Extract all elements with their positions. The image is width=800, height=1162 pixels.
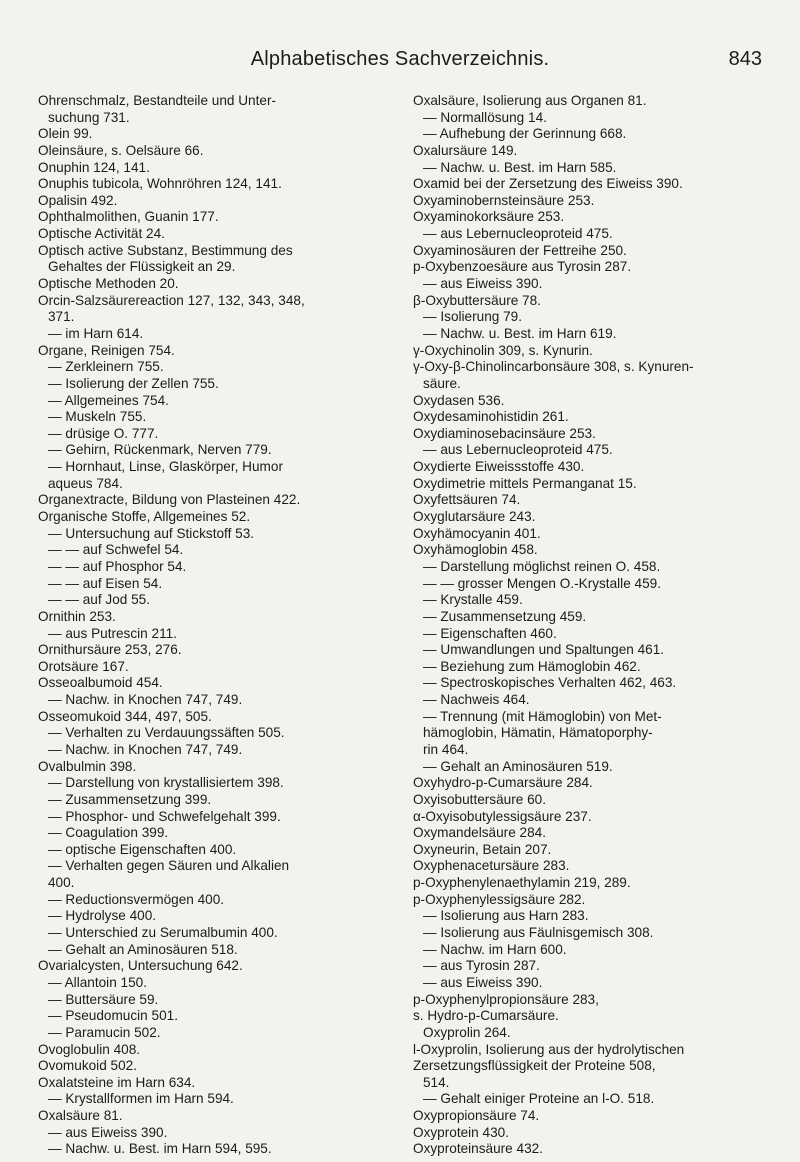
- index-entry-line: — Nachw. u. Best. im Harn 594, 595.: [48, 1141, 272, 1157]
- index-entry-line: — aus Lebernucleoproteid 475.: [423, 226, 613, 242]
- index-entry-line: — Gehalt einiger Proteine an l-O. 518.: [423, 1091, 655, 1107]
- index-entry-line: — — auf Jod 55.: [48, 592, 151, 608]
- index-column-right: [413, 93, 773, 1158]
- index-entry-line: — — grosser Mengen O.-Krystalle 459.: [423, 575, 661, 591]
- index-entry-line: Ornithin 253.: [38, 608, 116, 624]
- index-entry-line: — Krystallformen im Harn 594.: [48, 1091, 234, 1107]
- index-entry-line: — aus Tyrosin 287.: [423, 958, 540, 974]
- index-entry-line: Organische Stoffe, Allgemeines 52.: [38, 509, 251, 525]
- index-entry-line: aqueus 784.: [48, 475, 123, 491]
- index-entry-line: Optisch active Substanz, Bestimmung des: [38, 242, 293, 258]
- index-entry-line: Ornithursäure 253, 276.: [38, 642, 182, 658]
- index-entry-line: — Gehalt an Aminosäuren 518.: [48, 941, 238, 957]
- index-entry-line: Oxypropionsäure 74.: [413, 1108, 540, 1124]
- index-entry-line: Oxyneurin, Betain 207.: [413, 841, 552, 857]
- index-entry-line: Onuphin 124, 141.: [38, 159, 150, 175]
- index-entry-line: — Beziehung zum Hämoglobin 462.: [423, 658, 641, 674]
- index-entry-line: Oxyphenacetursäure 283.: [413, 858, 570, 874]
- index-entry-line: — Muskeln 755.: [48, 409, 147, 425]
- index-entry-line: — Allgemeines 754.: [48, 392, 169, 408]
- index-entry-line: rin 464.: [423, 741, 469, 757]
- index-entry-line: Oxydiaminosebacinsäure 253.: [413, 425, 596, 441]
- index-entry-line: — Reductionsvermögen 400.: [48, 891, 225, 907]
- index-entry-line: α-Oxyisobutylessigsäure 237.: [413, 808, 592, 824]
- index-entry-line: Oxyfettsäuren 74.: [413, 492, 521, 508]
- index-entry-line: suchung 731.: [48, 109, 130, 125]
- index-entry-line: Oxyisobuttersäure 60.: [413, 791, 546, 807]
- index-entry-line: Oxyglutarsäure 243.: [413, 509, 536, 525]
- index-entry-line: — Krystalle 459.: [423, 592, 523, 608]
- index-entry-line: — Isolierung der Zellen 755.: [48, 375, 219, 391]
- index-entry-line: Oxymandelsäure 284.: [413, 825, 546, 841]
- index-entry-line: Oxyaminokorksäure 253.: [413, 209, 565, 225]
- index-entry-line: Ohrenschmalz, Bestandteile und Unter-: [38, 93, 277, 108]
- index-entry-line: Ovomukoid 502.: [38, 1058, 137, 1074]
- index-entry-line: — Darstellung von krystallisiertem 398.: [48, 775, 284, 791]
- index-entry-line: — Aufhebung der Gerinnung 668.: [423, 126, 627, 142]
- index-entry-line: — Nachw. u. Best. im Harn 619.: [423, 325, 617, 341]
- index-entry-line: — Gehirn, Rückenmark, Nerven 779.: [48, 442, 272, 458]
- index-entry-line: Oleinsäure, s. Oelsäure 66.: [38, 142, 204, 158]
- index-entry-line: — Verhalten zu Verdauungssäften 505.: [48, 725, 285, 741]
- index-entry-line: Zersetzungsflüssigkeit der Proteine 508,: [413, 1058, 656, 1074]
- index-entry-line: Oxalsäure, Isolierung aus Organen 81.: [413, 93, 647, 108]
- index-entry-line: Osseomukoid 344, 497, 505.: [38, 708, 212, 724]
- index-entry-line: γ-Oxychinolin 309, s. Kynurin.: [413, 342, 593, 358]
- index-entry-line: — Isolierung aus Harn 283.: [423, 908, 589, 924]
- index-entry-line: — Nachw. in Knochen 747, 749.: [48, 692, 243, 708]
- index-entry-line: — Hydrolyse 400.: [48, 908, 157, 924]
- index-entry-line: — — auf Schwefel 54.: [48, 542, 184, 558]
- page-number: 843: [728, 48, 762, 70]
- index-entry-line: Oxydesaminohistidin 261.: [413, 409, 569, 425]
- index-entry-line: — optische Eigenschaften 400.: [48, 841, 237, 857]
- index-entry-line: — — auf Phosphor 54.: [48, 558, 187, 574]
- index-entry-line: 400.: [48, 875, 75, 891]
- index-entry-line: Oxalsäure 81.: [38, 1108, 123, 1124]
- index-entry-line: — Isolierung 79.: [423, 309, 522, 325]
- index-entry-line: — Nachw. in Knochen 747, 749.: [48, 741, 243, 757]
- index-entry-line: — Isolierung aus Fäulnisgemisch 308.: [423, 925, 654, 941]
- index-entry-line: — Hornhaut, Linse, Glaskörper, Humor: [48, 459, 283, 475]
- index-entry-line: — Unterschied zu Serumalbumin 400.: [48, 925, 278, 941]
- index-entry-line: — Buttersäure 59.: [48, 991, 159, 1007]
- index-entry-line: s. Hydro-p-Cumarsäure.: [413, 1008, 559, 1024]
- index-entry-line: — Darstellung möglichst reinen O. 458.: [423, 558, 661, 574]
- index-entry-line: Oxyprotein 430.: [413, 1124, 509, 1140]
- index-entry-line: Optische Methoden 20.: [38, 276, 179, 292]
- index-entry-line: Ovoglobulin 408.: [38, 1041, 141, 1057]
- index-entry-line: Optische Activität 24.: [38, 226, 165, 242]
- index-entry-line: — aus Putrescin 211.: [48, 625, 177, 641]
- index-entry-line: Oxamid bei der Zersetzung des Eiweiss 390.: [413, 176, 683, 192]
- index-entry-line: — aus Eiweiss 390.: [423, 974, 543, 990]
- index-entry-line: Oxyaminobernsteinsäure 253.: [413, 192, 595, 208]
- index-entry-line: — Nachweis 464.: [423, 692, 530, 708]
- index-entry-line: — Nachw. im Harn 600.: [423, 941, 567, 957]
- index-entry-line: — Zusammensetzung 399.: [48, 791, 212, 807]
- index-entry-line: Opalisin 492.: [38, 192, 118, 208]
- index-entry-line: — Verhalten gegen Säuren und Alkalien: [48, 858, 290, 874]
- index-entry-line: 514.: [423, 1074, 450, 1090]
- index-entry-line: — Allantoin 150.: [48, 974, 147, 990]
- index-entry-line: — Paramucin 502.: [48, 1024, 161, 1040]
- index-entry-line: Oxyhydro-p-Cumarsäure 284.: [413, 775, 593, 791]
- index-entry-line: — Gehalt an Aminosäuren 519.: [423, 758, 613, 774]
- index-entry-line: Olein 99.: [38, 126, 93, 142]
- index-entry-line: Onuphis tubicola, Wohnröhren 124, 141.: [38, 176, 282, 192]
- index-entry-line: 371.: [48, 309, 75, 325]
- index-entry-line: Oxyaminosäuren der Fettreihe 250.: [413, 242, 627, 258]
- index-entry-line: — Phosphor- und Schwefelgehalt 399.: [48, 808, 281, 824]
- index-entry-line: Oxalursäure 149.: [413, 142, 518, 158]
- index-column-left: [38, 93, 398, 1158]
- index-entry-line: — aus Eiweiss 390.: [48, 1124, 168, 1140]
- index-entry-line: — Normallösung 14.: [423, 109, 547, 125]
- index-entry-line: p-Oxyphenylenaethylamin 219, 289.: [413, 875, 631, 891]
- index-entry-line: — Zusammensetzung 459.: [423, 608, 587, 624]
- index-entry-line: — Pseudomucin 501.: [48, 1008, 178, 1024]
- index-entry-line: Oxyhämocyanin 401.: [413, 525, 541, 541]
- index-entry-line: Oxydasen 536.: [413, 392, 505, 408]
- index-entry-line: — im Harn 614.: [48, 325, 144, 341]
- index-entry-line: Oxalatsteine im Harn 634.: [38, 1074, 196, 1090]
- index-entry-line: Oxyprolin 264.: [423, 1024, 511, 1040]
- index-entry-line: — Untersuchung auf Stickstoff 53.: [48, 525, 255, 541]
- index-entry-line: — Zerkleinern 755.: [48, 359, 164, 375]
- index-entry-line: säure.: [423, 375, 461, 391]
- index-entry-line: Ophthalmolithen, Guanin 177.: [38, 209, 219, 225]
- index-entry-line: p-Oxyphenylpropionsäure 283,: [413, 991, 599, 1007]
- index-entry-line: l-Oxyprolin, Isolierung aus der hydrolytischen: [413, 1041, 685, 1057]
- index-entry-line: β-Oxybuttersäure 78.: [413, 292, 541, 308]
- index-entry-line: — Trennung (mit Hämoglobin) von Met-: [423, 708, 662, 724]
- index-entry-line: hämoglobin, Hämatin, Hämatoporphy-: [423, 725, 653, 741]
- index-entry-line: Gehaltes der Flüssigkeit an 29.: [48, 259, 236, 275]
- index-entry-line: — aus Lebernucleoproteid 475.: [423, 442, 613, 458]
- index-entry-line: Orotsäure 167.: [38, 658, 129, 674]
- index-entry-line: Organextracte, Bildung von Plasteinen 422.: [38, 492, 301, 508]
- index-entry-line: — Coagulation 399.: [48, 825, 169, 841]
- index-entry-line: — — auf Eisen 54.: [48, 575, 163, 591]
- index-entry-line: Organe, Reinigen 754.: [38, 342, 175, 358]
- index-entry-line: Ovalbulmin 398.: [38, 758, 137, 774]
- index-entry-line: — Spectroskopisches Verhalten 462, 463.: [423, 675, 677, 691]
- index-entry-line: Oxyproteinsäure 432.: [413, 1141, 543, 1157]
- index-entry-line: — Nachw. u. Best. im Harn 585.: [423, 159, 617, 175]
- index-entry-line: Oxydierte Eiweissstoffe 430.: [413, 459, 585, 475]
- index-entry-line: γ-Oxy-β-Chinolincarbonsäure 308, s. Kynuren-: [413, 359, 694, 375]
- index-entry-line: Orcin-Salzsäurereaction 127, 132, 343, 348,: [38, 292, 305, 308]
- index-entry-line: Oxydimetrie mittels Permanganat 15.: [413, 475, 637, 491]
- header-title: Alphabetisches Sachverzeichnis.: [250, 48, 550, 70]
- index-entry-line: — Eigenschaften 460.: [423, 625, 557, 641]
- index-entry-line: Ovarialcysten, Untersuchung 642.: [38, 958, 243, 974]
- index-entry-line: Osseoalbumoid 454.: [38, 675, 163, 691]
- index-entry-line: — Umwandlungen und Spaltungen 461.: [423, 642, 665, 658]
- index-entry-line: Oxyhämoglobin 458.: [413, 542, 538, 558]
- index-entry-line: — drüsige O. 777.: [48, 425, 159, 441]
- index-entry-line: — aus Eiweiss 390.: [423, 276, 543, 292]
- index-entry-line: p-Oxybenzoesäure aus Tyrosin 287.: [413, 259, 632, 275]
- running-header: [0, 48, 800, 78]
- index-entry-line: p-Oxyphenylessigsäure 282.: [413, 891, 586, 907]
